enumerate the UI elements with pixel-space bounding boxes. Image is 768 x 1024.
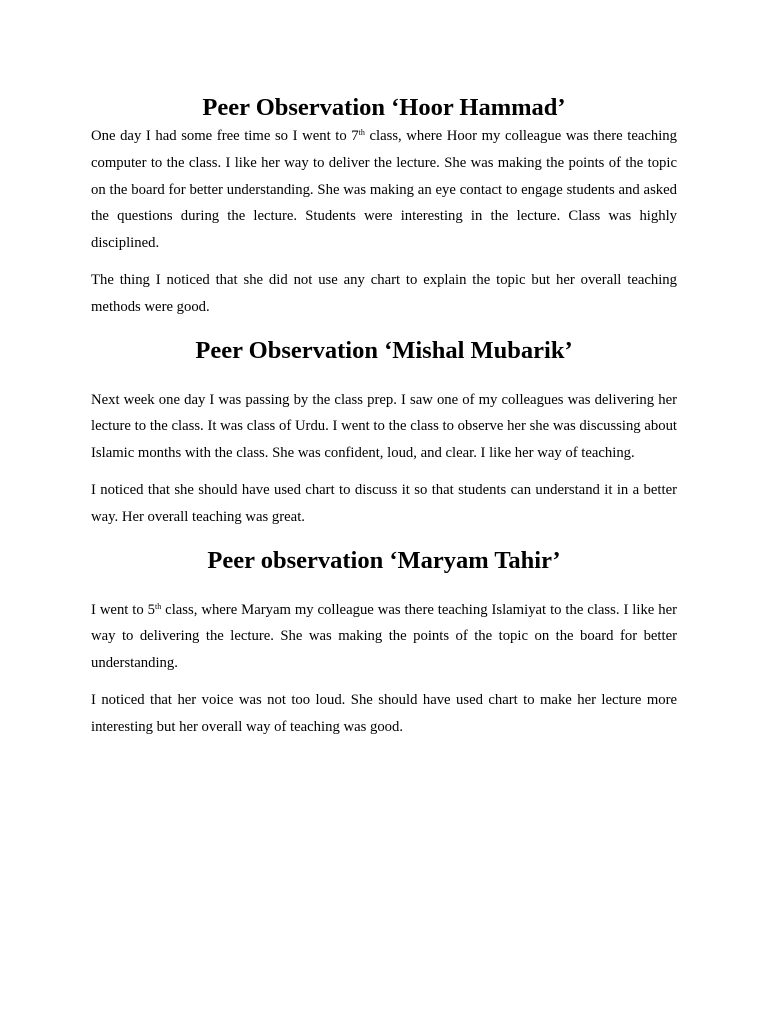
paragraph-mishal-notice: I noticed that she should have used chart to discuss it so that students can understand it in a better way. Her overall teaching was great. [91, 481, 677, 525]
text-segment: One day I had some free time so I went to 7 [91, 128, 359, 144]
paragraph-hoor-notice: The thing I noticed that she did not use any chart to explain the topic but her overall teaching methods were good. [91, 271, 677, 315]
text-segment: class, where Maryam my colleague was there teaching Islamiyat to the class. I like her way to delivering the lecture. She was making the points of the topic on the board for better understanding. [91, 601, 677, 672]
section-heading-maryam-tahir: Peer observation ‘Maryam Tahir’ [207, 546, 561, 574]
text-segment: class, where Hoor my colleague was there teaching computer to the class. I like her way to deliver the lecture. She was making the points of the topic on the board for better understanding. She was making an eye contact to engage students and asked the questions during the lecture. Students were interesting in the lecture. Class was highly disciplined. [91, 128, 677, 252]
paragraph-hoor-observation [91, 123, 677, 257]
section-heading-mishal-mubarik: Peer Observation ‘Mishal Mubarik’ [195, 336, 573, 364]
paragraph-maryam-notice: I noticed that her voice was not too loud. She should have used chart to make her lecture more interesting but her overall way of teaching was good. [91, 691, 677, 735]
ordinal-superscript: th [358, 128, 365, 137]
text-segment: I went to 5 [91, 601, 156, 618]
section-heading-hoor-hammad: Peer Observation ‘Hoor Hammad’ [202, 94, 566, 121]
document-page [91, 93, 677, 741]
paragraph-mishal-observation: Next week one day I was passing by the class prep. I saw one of my colleagues was delivering her lecture to the class. It was class of Urdu. I went to the class to observe her she was discussing about Islamic months with the class. She was confident, loud, and clear. I like her way of teaching. [91, 391, 677, 462]
paragraph-maryam-observation [91, 597, 677, 677]
ordinal-superscript: th [155, 601, 162, 611]
